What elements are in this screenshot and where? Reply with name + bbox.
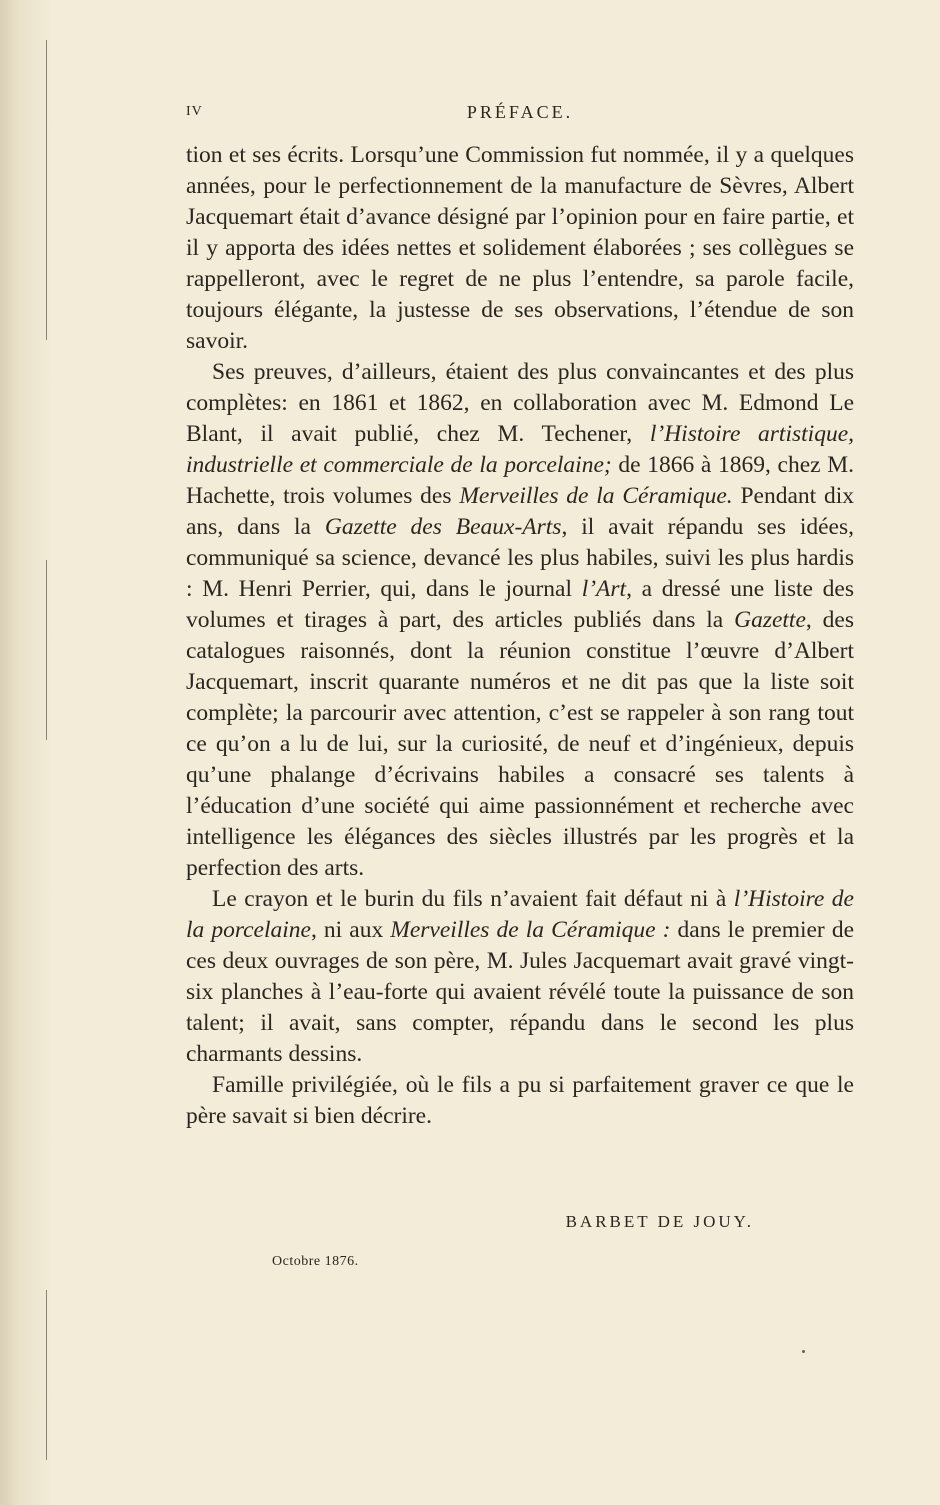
ink-speck <box>802 1350 805 1353</box>
text-run: , ni aux <box>310 917 391 943</box>
italic-title: l’Histoire de la porcelaine <box>186 886 854 943</box>
paragraph <box>186 357 854 884</box>
text-run: de 1866 à 1869, chez M. Hachette, trois volumes des <box>186 452 854 509</box>
text-run: , des catalogues raisonnés, dont la réunion constitue l’œuvre d’Albert Jacquemart, inscrit quarante numéros et ne dit pas que la liste soit complète; la parcourir avec attention, c’est se rappeler à son rang tout ce qu’on a lu de lui, sur la curiosité, de neuf et d’ingénieux, depuis qu’une phalange d’écrivains habiles a consacré ses talents à l’éducation d’une société qui aime passionnément et recherche avec intelligence les élégances des siècles illustrés par les progrès et la perfection des arts. <box>186 607 855 881</box>
dateline: Octobre 1876. <box>272 1254 359 1269</box>
page-number: IV <box>186 104 203 119</box>
italic-title: l’Histoire artistique, industrielle et commerciale de la porcelaine; <box>186 421 854 478</box>
text-run: , a dressé une liste des volumes et tirages à part, des articles publiés dans la <box>186 576 854 633</box>
preface-text <box>186 140 854 1132</box>
italic-title: Merveilles de la Céramique : <box>390 917 671 943</box>
text-run: Ses preuves, d’ailleurs, étaient des plus convaincantes et des plus complètes: en 1861 et 1862, en collaboration avec M. Edmond Le Blant, il avait publié, chez M. Techener, <box>186 359 854 447</box>
text-run: , il avait répandu ses idées, communiqué sa science, devancé les plus habiles, suivi les plus hardis : M. Henri Perrier, qui, dans le journal <box>186 514 854 602</box>
running-title: PRÉFACE. <box>466 102 574 122</box>
text-run: tion et ses écrits. Lorsqu’une Commission fut nommée, il y a quelques années, pour le perfectionnement de la manufacture de Sèvres, Albert Jacquemart était d’avance désigné par l’opinion pour en faire partie, et il y apporta des idées nettes et solidement élaborées ; ses collègues se rappelleront, avec le regret de ne plus l’entendre, sa parole facile, toujours élégante, la justesse de ses observations, l’étendue de son savoir. <box>186 142 854 354</box>
paragraph <box>186 884 854 1070</box>
paragraph <box>186 1070 854 1132</box>
text-run: Le crayon et le burin du fils n’avaient fait défaut ni à <box>212 886 734 912</box>
binding-line <box>46 1290 47 1460</box>
text-run: dans le premier de ces deux ouvrages de son père, M. Jules Jacquemart avait gravé vingt-six planches à l’eau-forte qui avaient révélé toute la puissance de son talent; il avait, sans compter, répandu dans le second les plus charmants dessins. <box>186 917 855 1067</box>
italic-title: Gazette <box>734 607 806 633</box>
text-run: Pendant dix ans, dans la <box>186 483 854 540</box>
signature: BARBET DE JOUY. <box>565 1212 754 1231</box>
text-run: Famille privilégiée, où le fils a pu si parfaitement graver ce que le père savait si bien décrire. <box>186 1072 854 1129</box>
running-head <box>186 102 854 130</box>
binding-line <box>46 560 47 740</box>
binding-line <box>46 40 47 340</box>
italic-title: Gazette des Beaux-Arts <box>324 514 562 540</box>
page-gutter <box>0 0 52 1505</box>
italic-title: l’Art <box>581 576 627 602</box>
paragraph <box>186 140 854 357</box>
italic-title: Merveilles de la Céramique. <box>459 483 733 509</box>
